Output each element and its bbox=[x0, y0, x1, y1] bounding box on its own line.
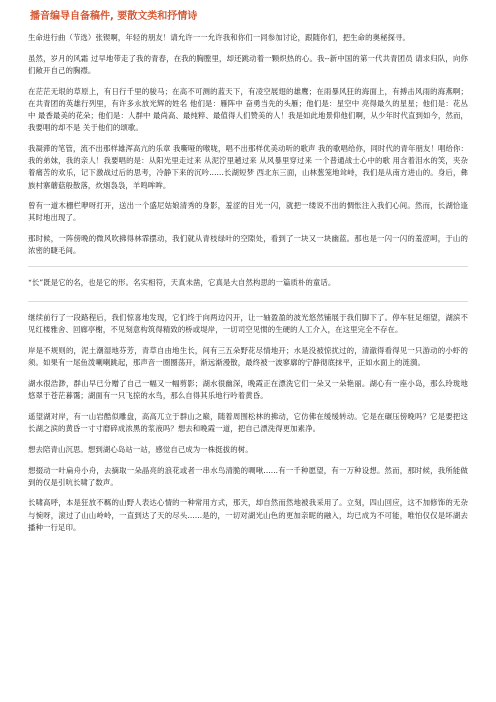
paragraph: 岸是不规则的，泥土潮湿地芬芳，青草自由地生长，间有三五朵野花尽情地开；水是没被惊扰过的，清澈得看得见一只游动的小虾的须。如果有一尾鱼泼喇喇跳起，那声音一圈圈荡开，渐远渐漫散，最终被一波寥廓的宁静彻底抹平，正如水面上的涟漪。 bbox=[28, 346, 468, 368]
paragraph: 湖水很浩渺，群山早已分赠了自己一幅又一幅剪影；湖水很幽深，晚霞正在漂洗它们一朵又一朵艳丽。湖心有一座小岛，那么玲珑地悠翠于苍茫暮霭；湖面有一只飞掠的水鸟，那么自得其乐地行吟着黄昏。 bbox=[28, 379, 468, 401]
paragraph: 继续前行了一段路程后，我们惊喜地发现，它们终于向两边闪开，让一轴盈盈的波光悠然铺展于我们脚下了。停车驻足细望，湖滨不见红楼雅舍、回廊亭榭，不见刻意构筑得精致的桥或堤岸，一切司空见惯的生硬的人工介入，在这里完全不存在。 bbox=[28, 313, 468, 335]
paragraph: 生命进行曲（节选）张锲啊，年轻的朋友！请允许一一允许我和你们一同参加讨论，跟随你们，把生命的奥秘探寻。 bbox=[28, 33, 411, 42]
paragraph: 想去陪青山沉思。想到湖心岛站一站，感觉自己成为一株挺拔的树。 bbox=[28, 444, 253, 454]
paragraph: “长”既是它的名，也是它的形。名实相符，天真未凿，它真是大自然构思的一篇质朴的童话。 bbox=[28, 278, 336, 288]
paragraph: 我凝滞的笔管，流不出那样雄浑高亢的乐章 我嘶哑的喉咙，唱不出那样优美动听的歌声 我的歌唱给你，同时代的青年朋友！唱给你：我的弟妹，我的亲人！我要唱的是：从阳光里走过来 从泥泞里趟过来 从风暴里穿过来 一个普通战士心中的歌 用含着泪水的笑，夹杂着痛苦的欢乐，记下激战过后的思考，冷静下来的沉吟......长湖短梦 西北东三面，山林葱笼地耸峙，我们是从南方进山的。身后，彝族村寨蘑菇般散落，炊烟袅袅，羊鸣哞哞。 bbox=[28, 143, 468, 190]
document-title: 播音编导自备稿件, 要散文类和抒情诗 bbox=[30, 11, 198, 22]
divider bbox=[28, 301, 468, 302]
paragraph: 遥望湖对岸，有一山岩酷似雕盘，高高兀立于群山之巅，随着周围松林的拂动，它仿佛在缓缓转动。它是在碾压傍晚吗？它是要把这长湖之滨的黄昏一寸寸磨碎成浓黑的浆液吗？想去和晚霞一道，把自己漂洗得更加素净。 bbox=[28, 411, 468, 434]
paragraph: 曾有一道木栅栏咿呀打开，送出一个盛尼姑娘清秀的身影，羞涩的目光一闪，就把一缕说不出的惆怅注入我们心间。然而，长湖恰逢其时地出现了。 bbox=[28, 201, 468, 223]
paragraph: 那时候，一阵傍晚的微风吹拂得林霏摆动，我们就从青枝绿叶的空隙处，看到了一块又一块幽蓝。那也是一闪一闪的羞涩呵，于山的浓密的睫毛间。 bbox=[28, 234, 468, 256]
divider bbox=[28, 266, 468, 267]
paragraph: 长啸高呼，本是狂放不羁的山野人表达心情的一种常用方式，那天，却自然而然地被我采用了。立刻，四山回应，这不加修饰的无杂与惋呀，滚过了山山岭岭，一直到达了天的尽头......是的，一切对湖光山色的更加亲昵的融入，均已成为不可能，唯怕仅仅是坏湖去播种一行足印。 bbox=[28, 498, 468, 532]
paragraph: 虽然，岁月的风霜 过早地带走了我的青春，在我的胸膛里，却还跳动着一颗炽热的心。我--新中国的第一代共青团员 请求归队，向你们敞开自己的胸襟。 bbox=[28, 53, 468, 75]
paragraph: 在茫茫无垠的草原上，有日行千里的骏马；在高不可测的蓝天下，有凌空展翅的雄鹰；在雨暴风狂的海面上，有搏击风雨的海燕啊；在共青团的英雄行列里，有许多永放光辉的姓名 他们是：雁阵中 奋勇当先的头雁；他们是：星空中 亮得最久的星星；他们是：花丛中 最香最美的花朵；他们是：人群中 最尚高、最纯粹、最值得人们赞美的人！我是如此地景仰他们啊，从少年时代直到如今，然而，我要唱的却不是 关于他们的颂歌。 bbox=[28, 86, 468, 133]
paragraph: 想掇动一叶扁舟小舟，去摘取一朵晶亮的浪花或者一串水鸟清脆的啁啾......有一千种愿望，有一万种设想。然而，那时候，我所能做到的仅是引吭长啸了数声。 bbox=[28, 465, 468, 487]
